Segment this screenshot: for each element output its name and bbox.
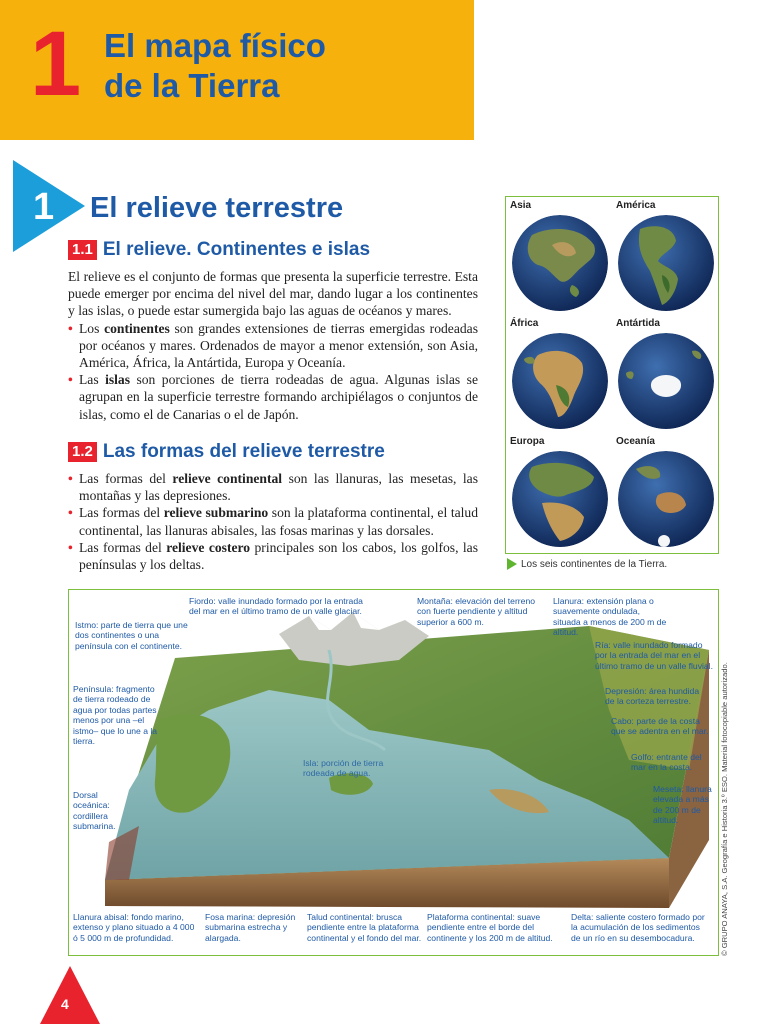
globe-asia-image bbox=[512, 215, 608, 311]
globe-cell-africa bbox=[506, 315, 612, 433]
bullet-text: son grandes extensiones de tierras emergidas rodeadas por océanos y mares. Ordenados de mayor a menor extensión, son Asia, América, África, la Antártida, Europa y Oceanía. bbox=[79, 320, 478, 371]
label-cabo: Cabo: parte de la costa que se adentra en el mar. bbox=[611, 716, 709, 737]
relief-bullet-list bbox=[68, 470, 478, 573]
subsection-1-title: El relieve. Continentes e islas bbox=[102, 239, 371, 260]
relief-diagram bbox=[68, 589, 719, 956]
label-peninsula: Península: fragmento de tierra rodeado de agua por todas partes menos por una –el istmo– que lo une a la tierra. bbox=[73, 684, 158, 747]
globe-label-america: América bbox=[616, 200, 656, 211]
bullet-bold-term: islas bbox=[105, 372, 131, 388]
page-number: 4 bbox=[61, 996, 69, 1012]
globe-cell-asia bbox=[506, 197, 612, 315]
label-istmo: Istmo: parte de tierra que une dos continentes o una península con el continente. bbox=[75, 620, 188, 651]
bullet-text: Las bbox=[79, 372, 106, 388]
label-dorsal: Dorsal oceánica: cordillera submarina. bbox=[73, 790, 116, 832]
label-golfo: Golfo: entrante del mar en la costa. bbox=[631, 752, 702, 773]
globe-antartida-image bbox=[618, 333, 714, 429]
bullet-text: son las llanuras, las mesetas, las montañas y las depresiones. bbox=[79, 471, 478, 504]
label-llanura: Llanura: extensión plana o suavemente ondulada, situada a menos de 200 m de altitud. bbox=[553, 596, 667, 638]
label-depresion: Depresión: área hundida de la corteza terrestre. bbox=[605, 686, 700, 707]
subsection-1-badge: 1.1 bbox=[68, 240, 97, 260]
subsection-2-badge: 1.2 bbox=[68, 442, 97, 462]
page-number-triangle-icon bbox=[40, 966, 100, 1024]
label-talud: Talud continental: brusca pendiente entre la plataforma continental y el fondo del mar. bbox=[307, 912, 422, 943]
globe-label-antartida: Antártida bbox=[616, 318, 660, 329]
bullet-text: Las formas del bbox=[79, 471, 173, 486]
bullet-text: Los bbox=[79, 320, 105, 336]
bullet-relieve-costero bbox=[68, 539, 478, 573]
chapter-title bbox=[104, 26, 464, 106]
globes-caption-text: Los seis continentes de la Tierra. bbox=[521, 558, 668, 570]
caption-triangle-icon bbox=[507, 558, 517, 570]
label-isla: Isla: porción de tierra rodeada de agua. bbox=[303, 758, 384, 779]
chapter-title-line1: El mapa físico bbox=[104, 27, 326, 64]
intro-paragraph: El relieve es el conjunto de formas que presenta la superficie terrestre. Esta puede emerger por encima del nivel del mar, dando lugar a los continentes y las islas, o puede estar sumergida bajo las aguas de océanos y mares. bbox=[68, 269, 478, 319]
label-llanura-abisal: Llanura abisal: fondo marino, extenso y plano situado a 4 000 ó 5 000 m de profundidad. bbox=[73, 912, 195, 943]
globe-america-image bbox=[618, 215, 714, 311]
globe-africa-image bbox=[512, 333, 608, 429]
label-fiordo: Fiordo: valle inundado formado por la entrada del mar en el último tramo de un valle glaciar. bbox=[189, 596, 363, 617]
globe-cell-america bbox=[612, 197, 718, 315]
bullet-text: son porciones de tierra rodeadas de agua. Algunas islas se agrupan en la superficie terrestre formando archipiélagos o conjuntos de islas, como el de Canarias o el de Japón. bbox=[79, 372, 478, 422]
bullet-islas bbox=[68, 371, 478, 423]
globe-label-oceania: Oceanía bbox=[616, 436, 655, 447]
globe-oceania-image bbox=[618, 451, 714, 547]
label-montana: Montaña: elevación del terreno con fuerte pendiente y altitud superior a 600 m. bbox=[417, 596, 536, 627]
bullet-bold-term: relieve continental bbox=[172, 471, 283, 486]
bullet-text: son la plataforma continental, el talud continental, las llanuras abisales, las fosas marinas y las dorsales. bbox=[79, 505, 478, 538]
section-number: 1 bbox=[33, 186, 55, 228]
chapter-number: 1 bbox=[30, 13, 82, 115]
globe-cell-antartida bbox=[612, 315, 718, 433]
continents-bullet-list bbox=[68, 320, 478, 423]
continents-globes-panel bbox=[505, 196, 719, 554]
subsection-2-body bbox=[68, 470, 478, 573]
chapter-title-line2: de la Tierra bbox=[104, 67, 280, 104]
bullet-relieve-continental bbox=[68, 470, 478, 504]
subsection-2-heading bbox=[68, 441, 385, 463]
bullet-continentes bbox=[68, 320, 478, 372]
subsection-1-body bbox=[68, 268, 478, 423]
globe-europa-image bbox=[512, 451, 608, 547]
globes-caption bbox=[507, 558, 667, 570]
label-plataforma: Plataforma continental: suave pendiente entre el borde del continente y los 200 m de altitud. bbox=[427, 912, 553, 943]
bullet-bold-term: continentes bbox=[104, 320, 170, 336]
globe-label-africa: África bbox=[510, 318, 539, 329]
globe-cell-europa bbox=[506, 433, 612, 551]
subsection-1-heading bbox=[68, 239, 370, 261]
section-title: El relieve terrestre bbox=[90, 192, 344, 224]
bullet-relieve-submarino bbox=[68, 504, 478, 538]
label-meseta: Meseta: llanura elevada a más de 200 m de altitud. bbox=[653, 784, 712, 826]
copyright-notice: © GRUPO ANAYA, S.A. Geografía e Historia 3.º ESO. Material fotocopiable autorizado. bbox=[720, 662, 729, 956]
bullet-bold-term: relieve costero bbox=[166, 539, 251, 555]
bullet-bold-term: relieve submarino bbox=[163, 505, 269, 521]
globe-label-europa: Europa bbox=[510, 436, 545, 447]
label-delta: Delta: saliente costero formado por la acumulación de los sedimentos de un río en su desembocadura. bbox=[571, 912, 705, 943]
globe-cell-oceania bbox=[612, 433, 718, 551]
bullet-text: Las formas del bbox=[79, 539, 167, 555]
label-fosa: Fosa marina: depresión submarina estrecha y alargada. bbox=[205, 912, 296, 943]
bullet-text: Las formas del bbox=[79, 505, 164, 521]
bullet-text: principales son los cabos, los golfos, las penínsulas y los deltas. bbox=[79, 539, 478, 573]
label-ria: Ría: valle inundado formado por la entrada del mar en el último tramo de un valle fluvial. bbox=[595, 640, 713, 671]
globe-label-asia: Asia bbox=[510, 200, 532, 211]
subsection-2-title: Las formas del relieve terrestre bbox=[102, 441, 385, 462]
